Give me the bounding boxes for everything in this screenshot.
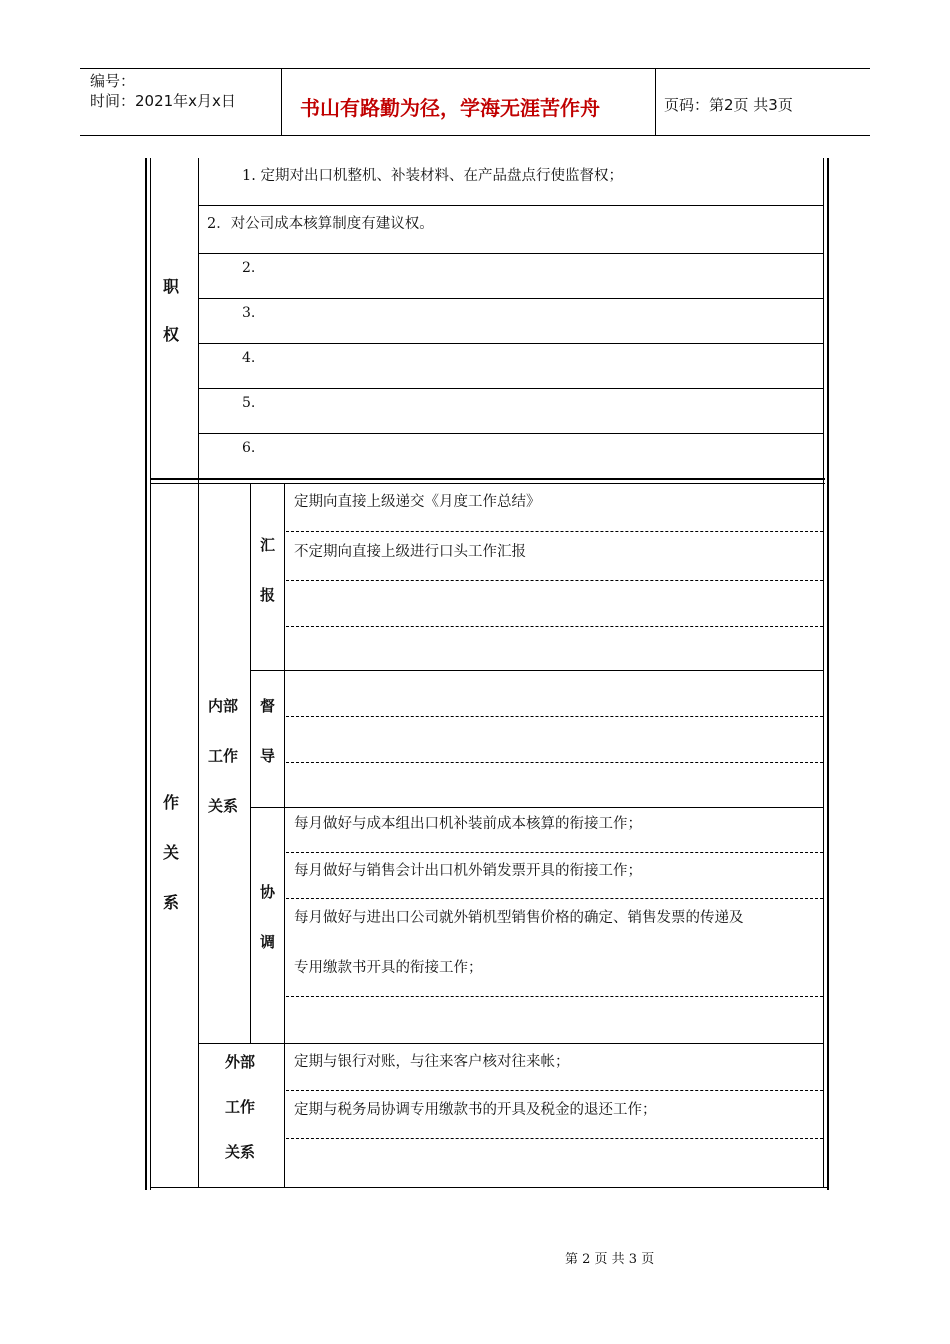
internal-col-divider [250,483,251,1043]
footer-page-number: 第 2 页 共 3 页 [565,1252,655,1267]
header-page-info: 页码：第2页 共3页 [664,96,793,114]
authority-row-divider [198,205,823,206]
authority-item: 6. [242,440,256,456]
external-item: 定期与银行对账，与往来客户核对往来帐； [294,1054,570,1070]
header-top-rule [80,68,870,69]
authority-row-divider [198,433,823,434]
authority-item: 1. 定期对出口机整机、补装材料、在产品盘点行使监督权； [242,168,623,184]
table-col-divider [198,158,199,1188]
external-label-2: 工作 [225,1098,256,1116]
relations-label-3: 系 [163,893,180,912]
supervise-label-1: 督 [260,697,276,715]
dashed-rule [286,716,823,717]
dashed-rule [286,762,823,763]
report-label-2: 报 [260,586,276,604]
external-label-3: 关系 [225,1143,256,1161]
header-divider-2 [655,68,656,135]
coordinate-item: 每月做好与成本组出口机补装前成本核算的衔接工作； [294,816,642,832]
authority-item: 4. [242,350,256,366]
header-time: 时间：2021年x月x日 [90,92,236,110]
content-col-divider [284,483,285,1187]
table-right-inner-border [823,158,824,1188]
dashed-rule [286,852,823,853]
dashed-rule [286,1090,823,1091]
authority-row-divider [198,298,823,299]
authority-item: 5. [242,395,256,411]
external-item: 定期与税务局协调专用缴款书的开具及税金的退还工作； [294,1102,657,1118]
authority-item: 3. [242,305,256,321]
authority-label-1: 职 [163,277,180,296]
report-item: 不定期向直接上级进行口头工作汇报 [294,544,526,560]
section-divider [150,478,825,480]
external-label-1: 外部 [225,1053,256,1071]
header-number: 编号： [90,72,136,90]
internal-label-3: 关系 [208,797,239,815]
coordinate-label-1: 协 [260,883,276,901]
authority-row-divider [198,253,823,254]
dashed-rule [286,996,823,997]
internal-label-1: 内部 [208,697,239,715]
relations-label-2: 关 [163,843,180,862]
report-supervise-divider [250,670,823,671]
coordinate-item: 专用缴款书开具的衔接工作； [294,960,483,976]
supervise-coordinate-divider [250,807,823,808]
authority-label-2: 权 [163,325,180,344]
table-left-inner-border [150,158,151,1190]
dashed-rule [286,626,823,627]
table-bottom-border [150,1187,829,1188]
coordinate-item: 每月做好与销售会计出口机外销发票开具的衔接工作； [294,863,642,879]
authority-item: 2．对公司成本核算制度有建议权。 [207,216,434,232]
dashed-rule [286,580,823,581]
supervise-label-2: 导 [260,747,276,765]
header-bottom-rule [80,135,870,136]
report-label-1: 汇 [260,536,276,554]
relations-label-1: 作 [163,793,180,812]
coordinate-label-2: 调 [260,933,276,951]
authority-item: 2. [242,260,256,276]
internal-external-divider [198,1043,823,1044]
internal-label-2: 工作 [208,747,239,765]
coordinate-item: 每月做好与进出口公司就外销机型销售价格的确定、销售发票的传递及 [294,910,744,926]
dashed-rule [286,531,823,532]
authority-row-divider [198,343,823,344]
table-left-border [145,158,147,1190]
report-item: 定期向直接上级递交《月度工作总结》 [294,494,541,510]
dashed-rule [286,1138,823,1139]
table-right-border [827,158,829,1190]
section-divider-inner [150,483,825,484]
dashed-rule [286,898,823,899]
header-motto: 书山有路勤为径，学海无涯苦作舟 [300,96,600,120]
header-divider-1 [281,68,282,135]
authority-row-divider [198,388,823,389]
